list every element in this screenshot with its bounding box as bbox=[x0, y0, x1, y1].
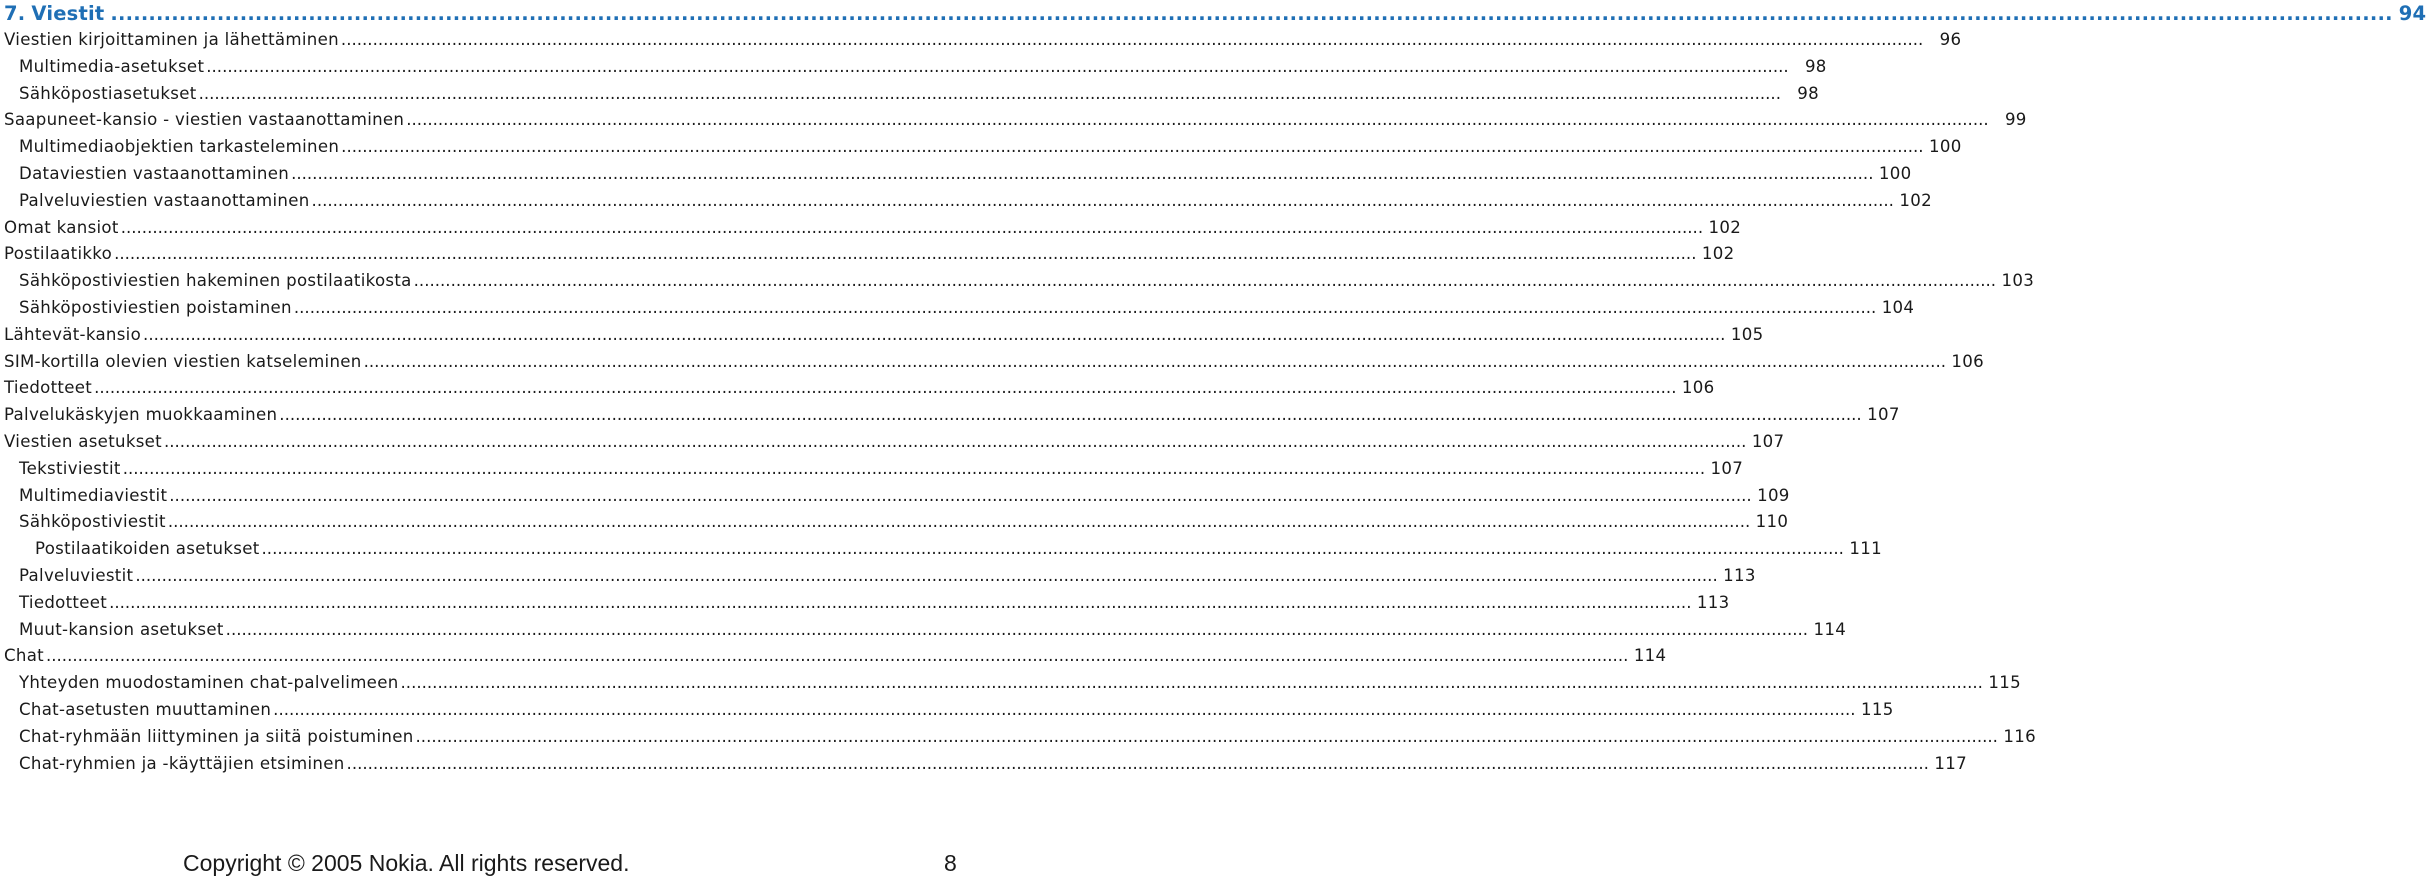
dot-leader: ............................................................................................................................................................................................................................................................................................................ bbox=[311, 190, 1894, 210]
toc-entry-page: 114 bbox=[1813, 619, 1847, 639]
toc-entry-title: Sähköpostiviestien poistaminen bbox=[19, 298, 292, 317]
chapter-title: Viestit bbox=[31, 2, 105, 25]
toc-entry-title: Yhteyden muodostaminen chat-palvelimeen bbox=[19, 673, 399, 693]
dot-leader: ............................................................................................................................................................................................................................................................................................................ bbox=[167, 512, 1751, 532]
toc-entry-title: Palveluviestit bbox=[19, 566, 134, 585]
toc-entry[interactable] bbox=[0, 190, 1932, 217]
toc-entry-title: Postilaatikko bbox=[4, 244, 113, 264]
toc-entry-title: Saapuneet-kansio - viestien vastaanottaminen bbox=[4, 110, 405, 130]
dot-leader: ............................................................................................................................................................................................................................................................................................................ bbox=[198, 83, 1781, 103]
toc-entry-title: Tiedotteet bbox=[19, 592, 108, 612]
toc-entry[interactable] bbox=[0, 619, 1847, 646]
toc-entry-page: 99 bbox=[2004, 110, 2027, 130]
toc-entry-page: 114 bbox=[1633, 646, 1667, 666]
toc-entry-page: 115 bbox=[1988, 673, 2021, 693]
copyright-notice: Copyright © 2005 Nokia. All rights reserved. bbox=[183, 850, 630, 876]
toc-entry-title: Dataviestien vastaanottaminen bbox=[19, 164, 290, 183]
toc-entry[interactable] bbox=[0, 351, 1984, 378]
toc-entry[interactable] bbox=[0, 110, 2027, 136]
toc-entry[interactable] bbox=[0, 378, 1715, 404]
dot-leader: ............................................................................................................................................................................................................................................................................................................ bbox=[291, 164, 1874, 183]
dot-leader: ............................................................................................................................................................................................................................................................................................................ bbox=[346, 753, 1929, 773]
toc-entry[interactable] bbox=[0, 83, 1819, 110]
toc-entry-page: 106 bbox=[1681, 378, 1715, 398]
dot-leader: ............................................................................................................................................................................................................................................................................................................ bbox=[110, 2, 2393, 25]
toc-entry-title: Chat bbox=[4, 646, 44, 666]
toc-entry-title: Sähköpostiviestit bbox=[19, 512, 166, 532]
toc-entry-page: 100 bbox=[1878, 164, 1912, 183]
toc-entry-page: 102 bbox=[1701, 244, 1735, 264]
toc-entry-page: 109 bbox=[1757, 485, 1790, 505]
toc-entry-title: Tekstiviestit bbox=[19, 458, 121, 478]
toc-entry-title: Sähköpostiviestien hakeminen postilaatikosta bbox=[19, 271, 412, 291]
toc-entry-title: Sähköpostiasetukset bbox=[19, 83, 197, 103]
toc-entry-page: 107 bbox=[1751, 432, 1785, 451]
toc-entry-title: Chat-ryhmien ja -käyttäjien etsiminen bbox=[19, 753, 345, 773]
toc-entry-page: 102 bbox=[1899, 190, 1932, 210]
dot-leader: ............................................................................................................................................................................................................................................................................................................ bbox=[114, 244, 1697, 264]
toc-entry-page: 102 bbox=[1708, 217, 1742, 237]
toc-entry[interactable] bbox=[0, 30, 1962, 56]
dot-leader: ............................................................................................................................................................................................................................................................................................................ bbox=[120, 217, 1704, 237]
dot-leader: ............................................................................................................................................................................................................................................................................................................ bbox=[122, 458, 1706, 478]
toc-entry-title: Multimediaviestit bbox=[19, 485, 168, 505]
toc-entry[interactable] bbox=[0, 726, 2036, 753]
toc-entry-page: 116 bbox=[2003, 726, 2036, 746]
toc-entry-page: 107 bbox=[1710, 458, 1744, 478]
dot-leader: ............................................................................................................................................................................................................................................................................................................ bbox=[163, 432, 1747, 451]
page-number: 8 bbox=[944, 850, 957, 876]
toc-entry-page: 111 bbox=[1849, 539, 1882, 559]
toc-entry-page: 98 bbox=[1797, 83, 1819, 103]
chapter-heading[interactable] bbox=[4, 2, 2426, 26]
dot-leader: ............................................................................................................................................................................................................................................................................................................ bbox=[45, 646, 1629, 666]
toc-entry-page: 113 bbox=[1723, 566, 1756, 585]
toc-entry[interactable] bbox=[0, 405, 1900, 431]
dot-leader: ............................................................................................................................................................................................................................................................................................................ bbox=[363, 351, 1946, 371]
toc-entry[interactable] bbox=[0, 137, 1962, 163]
toc-entry-title: Muut-kansion asetukset bbox=[19, 619, 224, 639]
dot-leader: ............................................................................................................................................................................................................................................................................................................ bbox=[261, 539, 1844, 559]
toc-entry[interactable] bbox=[0, 566, 1756, 592]
toc-entry-title: Multimedia-asetukset bbox=[19, 56, 205, 76]
toc-entry[interactable] bbox=[0, 700, 1894, 726]
toc-entry[interactable] bbox=[0, 324, 1764, 351]
toc-entry-page: 98 bbox=[1804, 56, 1827, 76]
dot-leader: ............................................................................................................................................................................................................................................................................................................ bbox=[225, 619, 1809, 639]
toc-entry-page: 117 bbox=[1934, 753, 1967, 773]
toc-entry-title: Multimediaobjektien tarkasteleminen bbox=[19, 137, 340, 157]
toc-entry-title: Lähtevät-kansio bbox=[4, 324, 142, 344]
toc-entry[interactable] bbox=[0, 244, 1735, 270]
dot-leader: ............................................................................................................................................................................................................................................................................................................ bbox=[340, 30, 1924, 49]
toc-entry[interactable] bbox=[0, 485, 1790, 512]
toc-entry-title: Tiedotteet bbox=[4, 378, 93, 398]
toc-entry-page: 105 bbox=[1730, 324, 1764, 344]
toc-entry-page: 104 bbox=[1881, 298, 1915, 317]
toc-entry[interactable] bbox=[0, 298, 1915, 324]
toc-entry-title: Omat kansiot bbox=[4, 217, 119, 237]
toc-entry-title: Chat-asetusten muuttaminen bbox=[19, 700, 272, 719]
dot-leader: ............................................................................................................................................................................................................................................................................................................ bbox=[293, 298, 1877, 317]
toc-entry-page: 110 bbox=[1755, 512, 1789, 532]
dot-leader: ............................................................................................................................................................................................................................................................................................................ bbox=[109, 592, 1692, 612]
toc-entry-title: Palveluviestien vastaanottaminen bbox=[19, 190, 310, 210]
dot-leader: ............................................................................................................................................................................................................................................................................................................ bbox=[135, 566, 1718, 585]
toc-entry[interactable] bbox=[0, 512, 1789, 538]
toc-entry[interactable] bbox=[0, 673, 2021, 699]
toc-entry-title: Viestien kirjoittaminen ja lähettäminen bbox=[4, 30, 339, 49]
toc-entry-page: 100 bbox=[1929, 137, 1962, 157]
dot-leader: ............................................................................................................................................................................................................................................................................................................ bbox=[94, 378, 1677, 398]
dot-leader: ............................................................................................................................................................................................................................................................................................................ bbox=[143, 324, 1726, 344]
dot-leader: ............................................................................................................................................................................................................................................................................................................ bbox=[406, 110, 1989, 130]
toc-entry-title: Viestien asetukset bbox=[4, 432, 162, 451]
toc-entry-page: 106 bbox=[1951, 351, 1984, 371]
toc-entry-title: Postilaatikoiden asetukset bbox=[35, 539, 260, 559]
toc-entry-title: Chat-ryhmään liittyminen ja siitä poistuminen bbox=[19, 726, 414, 746]
toc-entry-title: SIM-kortilla olevien viestien katseleminen bbox=[4, 351, 362, 371]
toc-entry-page: 107 bbox=[1867, 405, 1900, 425]
toc-entry-page: 113 bbox=[1696, 592, 1730, 612]
toc-entry[interactable] bbox=[0, 592, 1730, 619]
toc-entry[interactable] bbox=[0, 458, 1744, 485]
chapter-number: 7. bbox=[4, 2, 26, 25]
toc-entry[interactable] bbox=[0, 56, 1827, 83]
toc-entry[interactable] bbox=[0, 539, 1882, 565]
dot-leader: ............................................................................................................................................................................................................................................................................................................ bbox=[273, 700, 1856, 719]
toc-entry-title: Palvelukäskyjen muokkaaminen bbox=[4, 405, 278, 425]
dot-leader: ............................................................................................................................................................................................................................................................................................................ bbox=[341, 137, 1924, 157]
toc-entry-page: 96 bbox=[1939, 30, 1962, 49]
dot-leader: ............................................................................................................................................................................................................................................................................................................ bbox=[206, 56, 1789, 76]
toc-entry[interactable] bbox=[0, 217, 1742, 244]
toc-entry[interactable] bbox=[0, 271, 2035, 297]
dot-leader: ............................................................................................................................................................................................................................................................................................................ bbox=[415, 726, 1998, 746]
toc-entry[interactable] bbox=[0, 646, 1667, 672]
dot-leader: ............................................................................................................................................................................................................................................................................................................ bbox=[279, 405, 1862, 425]
toc-entry-page: 115 bbox=[1861, 700, 1894, 719]
chapter-page-number: 94 bbox=[2398, 2, 2426, 25]
dot-leader: ............................................................................................................................................................................................................................................................................................................ bbox=[169, 485, 1752, 505]
dot-leader: ............................................................................................................................................................................................................................................................................................................ bbox=[400, 673, 1983, 693]
toc-entry[interactable] bbox=[0, 164, 1912, 190]
toc-entry[interactable] bbox=[0, 432, 1785, 458]
toc-entry-page: 103 bbox=[2001, 271, 2035, 291]
dot-leader: ............................................................................................................................................................................................................................................................................................................ bbox=[413, 271, 1997, 291]
toc-entry[interactable] bbox=[0, 753, 1967, 780]
